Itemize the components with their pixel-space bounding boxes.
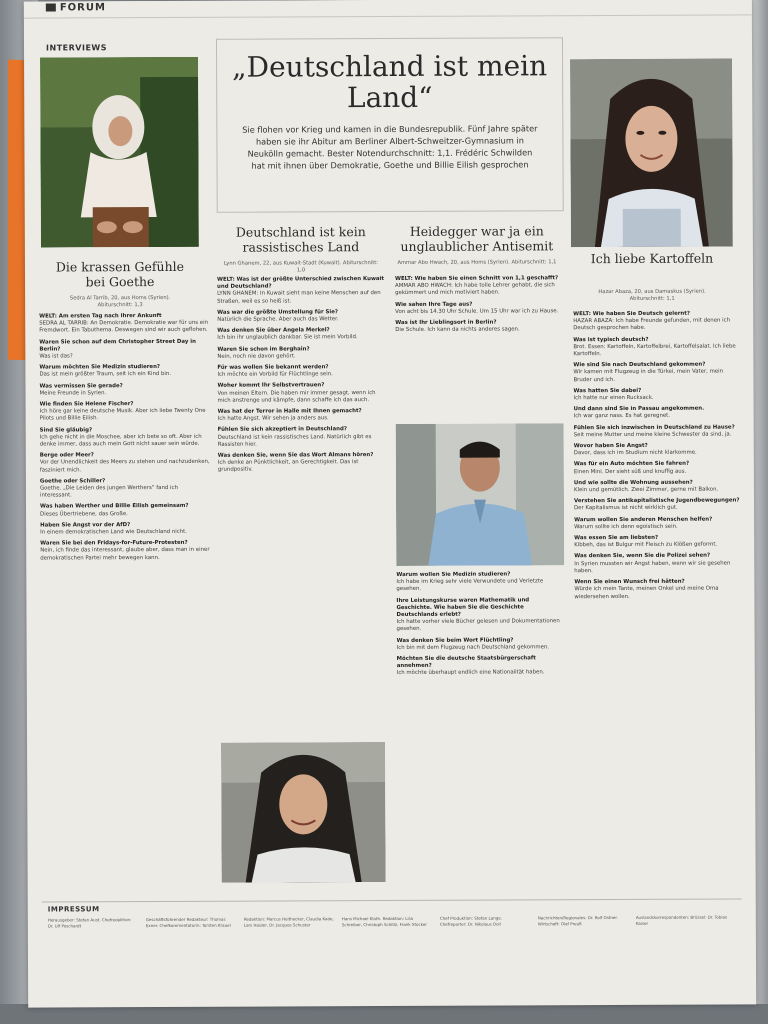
question: Waren Sie schon im Berghain? [217,345,310,353]
question: Was hatten Sie dabei? [573,387,642,395]
question: Möchten Sie die deutsche Staatsbürgerschaft annehmen? [396,655,536,670]
headline-box [216,37,564,213]
interview-paragraph [217,382,387,404]
interview-paragraph [40,452,210,474]
interview-paragraph [574,461,740,476]
answer: Kibbeh, das ist Bulgur mit Fleisch zu Klößen geformt. [574,541,718,549]
question: Wie sind Sie nach Deutschland gekommen? [573,361,706,369]
byline-lynn: Lynn Ghanem, 22, aus Kuwait-Stadt (Kuwait). Abiturschnitt: 1,0 [223,260,379,274]
interview-paragraph [574,479,740,494]
standfirst: Sie flohen vor Krieg und kamen in die Bundesrepublik. Fünf Jahre später haben sie ihr Abitur am Berliner Albert-Schweitzer-Gymnasium in Neukölln gemacht. Bester Notendurchschnitt: 1,1. Frédéric Schwilden hat mit ihnen über Demokratie, Goethe und Billie Eilish gesprochen [242,123,538,171]
impressum-column: Chef Produktion: Stefan Lange. Chefreporter: Dr. Nikolaus Doll [439,915,503,927]
interview-paragraph [574,443,740,458]
question: Warum wollen Sie anderen Menschen helfen? [574,516,713,523]
interview-paragraph [40,503,210,518]
question: Was vermissen Sie gerade? [39,382,123,390]
answer: SEDRA AL TARRIB: An Demokratie. Demokratie war für uns ein Fremdwort. Ein Tabuthema. Deswegen sind wir auch geflohen. [39,319,209,334]
impressum-column: Nachrichten/Regionales: Dr. Rolf Ostner. Wirtschaft: Olaf Preuß [537,915,618,926]
answer: Was ist das? [39,353,73,360]
interview-paragraph [574,498,740,513]
answer: Einen Mini. Der sieht süß und knuffig aus. [573,468,687,475]
answer: Klein und gemütlich. Zwei Zimmer, gerne mit Balkon. [573,486,719,494]
photo-sedra-image [40,57,199,248]
question: WELT: Am ersten Tag nach Ihrer Ankunft [39,312,162,320]
question: Sind Sie gläubig? [39,426,93,434]
interview-paragraph [395,319,563,334]
interview-paragraph [40,426,210,448]
interview-paragraph [40,540,210,562]
interview-paragraph [574,387,740,402]
byline-ammar: Ammar Abo Hwach, 20, aus Homs (Syrien). Abiturschnitt: 1,1 [397,259,557,266]
answer: Von meinen Eltern. Die haben mir immer gesagt, wenn ich mich anstrenge und kämpfe, dann schaffe ich das auch. [217,389,376,404]
interview-paragraph [573,336,739,358]
answer: Seit meine Mutter und meine kleine Schwester da sind, ja. [573,431,732,439]
answer: Ich höre gar keine deutsche Musik. Aber ich liebe Twenty One Pilots und Billie Eilish. [39,408,206,422]
kicker: INTERVIEWS [45,43,108,53]
answer: Goethe. „Die Leiden des jungen Werthers“ fand ich interessant. [39,484,178,499]
question: Wie sahen Ihre Tage aus? [395,301,473,308]
question: Goethe oder Schiller? [39,478,106,485]
interview-paragraph [397,637,565,652]
answer: Wir kamen mit Flugzeug in die Türkei, mein Vater, mein Bruder und ich. [573,368,724,383]
impressum-column: Redaktion: Marcus Heithecker, Claudia Kade, Lars Haider, Dr. Jacques Schuster [243,916,334,928]
question: Fühlen Sie sich inzwischen in Deutschland zu Hause? [573,424,735,431]
interview-paragraph [217,364,387,379]
answer: Nein, noch nie davon gehört. [217,353,296,360]
question: Für was wollen Sie bekannt werden? [217,364,329,371]
answer: Warum sollte ich denn egoistisch sein. [574,523,678,531]
question: Was denken Sie, wenn Sie das Wort Almans hören? [217,452,374,459]
interview-paragraph [39,364,209,379]
answer: Ich war ganz nass. Es hat geregnet. [573,413,671,420]
answer: In einem demokratischen Land wie Deutschland nicht. [40,528,188,536]
answer: Deutschland ist kein rassistisches Land. Natürlich gibt es Rassisten hier. [217,433,372,448]
interview-paragraph [574,579,740,601]
impressum-column: Auslandskorrespondenten: Brüssel: Dr. Tobias Kaiser [635,914,728,926]
interview-paragraph [39,313,209,335]
headline: „Deutschland ist mein Land“ [232,49,548,115]
answer: Würde ich mein Tante, meinen Onkel und meine Oma wiedersehen wollen. [574,585,719,600]
interview-paragraph [39,382,209,397]
interview-paragraph [40,478,210,500]
question: Woher kommt Ihr Selbstvertrauen? [217,382,325,390]
photo-hazar [570,59,733,248]
question: Wovor haben Sie Angst? [573,442,648,450]
question: Und wie sollte die Wohnung aussehen? [573,479,693,487]
answer: In Syrien mussten wir Angst haben, wenn wir sie gesehen haben. [574,560,731,575]
impressum-column: Herausgeber: Stefan Aust. Chefredaktion: Dr. Ulf Poschardt [47,917,132,929]
impressum-rule [42,898,742,902]
question: Was hat der Terror in Halle mit Ihnen gemacht? [217,408,362,415]
question: Und dann sind Sie in Passau angekommen. [573,405,705,413]
answer: Ich möchte überhaupt endlich eine Nationalität haben. [396,669,545,677]
question: Was haben Werther und Billie Eilish gemeinsam? [40,503,189,510]
section-label [46,2,106,13]
interview-paragraph [574,516,740,531]
answer: Ich bin mit dem Flugzeug nach Deutschland gekommen. [396,644,550,651]
question: Was denken Sie beim Wort Flüchtling? [396,637,514,644]
question: WELT: Wie haben Sie einen Schnitt von 1,1 geschafft? [395,275,559,282]
subhead-hazar: Ich liebe Kartoffeln [590,250,714,267]
question: Was denken Sie, wenn Sie die Polizei sehen? [574,553,711,560]
answer: Davor, dass ich im Studium nicht klarkomme. [573,449,697,457]
question: Berge oder Meer? [39,452,94,459]
column-sedra [39,313,212,899]
section-bar [24,0,752,19]
interview-paragraph [40,401,210,423]
question: WELT: Was ist der größte Unterschied zwischen Kuwait und Deutschland? [217,276,385,290]
interview-paragraph [574,406,740,421]
answer: HAZAR ABAZA: Ich habe Freunde gefunden, mit denen ich Deutsch gesprochen habe. [573,317,731,332]
question: Waren Sie bei den Fridays-for-Future-Protesten? [40,540,188,547]
interview-paragraph [395,301,563,316]
interview-paragraph [217,276,387,306]
interview-paragraph [395,275,563,297]
byline-sedra: Sedra Al Tarrib, 20, aus Homs (Syrien). Abiturschnitt: 1,3 [69,294,171,309]
question: Wenn Sie einen Wunsch frei hätten? [574,578,685,586]
answer: Das ist mein größter Traum, seit ich ein Kind bin. [39,371,172,378]
interview-paragraph [218,426,388,448]
answer: Brot. Essen: Kartoffeln, Kartoffelbrei, Kartoffelsalat. Ich liebe Kartoffeln. [573,343,736,358]
impressum-title: IMPRESSUM [47,905,100,914]
column-lynn [217,276,389,737]
question: Was ist Ihr Lieblingsort in Berlin? [395,319,497,326]
photo-lynn [221,742,386,883]
question: Wie finden Sie Helene Fischer? [39,401,134,408]
question: Was ist typisch deutsch? [573,336,649,343]
answer: AMMAR ABO HWACH: Ich habe tolle Lehrer gehabt, die sich gekümmert und mich motiviert haben. [395,282,555,297]
answer: Ich bin ihr unglaublich dankbar. Sie ist mein Vorbild. [217,334,358,342]
answer: Die Schule. Ich kann da nichts anderes sagen. [395,326,520,334]
interview-paragraph [217,309,387,324]
answer: Von acht bis 14.30 Uhr Schule. Um 15 Uhr war ich zu Hause. [395,308,559,315]
interview-paragraph [574,553,740,575]
interview-paragraph [574,424,740,439]
question: WELT: Wie haben Sie Deutsch gelernt? [573,310,690,318]
photo-sedra [40,57,199,248]
question: Haben Sie Angst vor der AfD? [40,522,131,529]
answer: Ich hatte vorher viele Bücher gelesen und Dokumentationen gesehen. [396,618,560,633]
interview-paragraph [397,655,565,677]
interview-paragraph [217,327,387,342]
interview-paragraph [574,535,740,550]
interview-paragraph [217,346,387,361]
question: Warum wollen Sie Medizin studieren? [396,571,511,578]
section-name: FORUM [59,2,106,14]
photo-ammar [396,423,565,566]
question: Ihre Leistungskurse waren Mathematik und Geschichte. Wie haben Sie die Geschichte Deutschlands erlebt? [396,597,530,618]
question: Verstehen Sie antikapitalistische Jugendbewegungen? [573,497,740,505]
answer: LYNN GHANEM: In Kuwait sieht man keine Menschen auf den Straßen, weil es so heiß ist. [217,290,381,305]
answer: Der Kapitalismus ist nicht wirklich gut. [574,505,678,512]
answer: Natürlich die Sprache. Aber auch das Wetter. [217,316,339,323]
column-ammar-top [395,275,564,412]
interview-paragraph [218,452,388,474]
interview-paragraph [573,310,739,332]
answer: Ich möchte ein Vorbild für Flüchtlinge sein. [217,371,333,378]
answer: Ich habe im Krieg sehr viele Verwundete und Verletzte gesehen. [396,578,544,593]
answer: Vor der Unendlichkeit des Meers zu stehen und nachzudenken, fasziniert mich. [39,459,210,474]
question: Was essen Sie am liebsten? [574,534,659,542]
subhead-lynn: Deutschland ist kein rassistisches Land [235,224,366,255]
answer: Ich gehe nicht in die Moschee, aber ich bete so oft. Aber ich denke immer, dass auch mein Gott nicht sauer sein würde. [39,433,202,448]
impressum-column: Geschäftsführender Redakteur: Thomas Exner. Chefkommentatorin: Torsten Krauel [145,916,231,928]
photo-lynn-image [221,742,386,883]
answer: Dieses Übertriebene, das Große. [40,510,128,518]
photo-ammar-image [396,423,565,566]
newspaper-page [24,0,756,1008]
answer: Ich hatte Angst. Wir sehen ja anders aus. [217,415,329,423]
subhead-sedra: Die krassen Gefühle bei Goethe [55,258,185,290]
interview-paragraph [396,597,564,634]
answer: Ich hatte nur einen Rucksack. [573,394,654,402]
interview-paragraph [218,408,388,423]
subhead-ammar: Heidegger war ja ein unglaublicher Antisemit [400,223,554,254]
interview-paragraph [396,571,564,593]
answer: Ich denke an Pünktlichkeit, an Gerechtigkeit. Das ist grundpositiv. [217,459,359,474]
question: Was war die größte Umstellung für Sie? [217,309,339,316]
impressum-column: Hans Michael Kloth. Redaktion: Lisa Schreiber, Christoph Schiltz, Frank Stocker [341,915,427,927]
question: Fühlen Sie sich akzeptiert in Deutschland? [217,426,347,434]
answer: Meine Freunde in Syrien. [39,390,107,397]
photo-hazar-image [570,59,733,248]
question: Was für ein Auto möchten Sie fahren? [573,461,690,468]
answer: Nein, ich finde das interessant, glaube aber, dass man in einer demokratischen Partei mehr bewegen kann. [40,547,210,562]
question: Was denken Sie über Angela Merkel? [217,327,330,334]
byline-hazar: Hazar Abaza, 20, aus Damaskus (Syrien). Abiturschnitt: 1,1 [598,288,706,302]
question: Waren Sie schon auf dem Christopher Street Day in Berlin? [39,338,196,353]
column-ammar-bottom [396,571,565,894]
column-hazar [573,310,742,896]
interview-paragraph [39,338,209,360]
interview-paragraph [573,362,739,384]
interview-paragraph [40,522,210,537]
question: Warum möchten Sie Medizin studieren? [39,364,161,371]
